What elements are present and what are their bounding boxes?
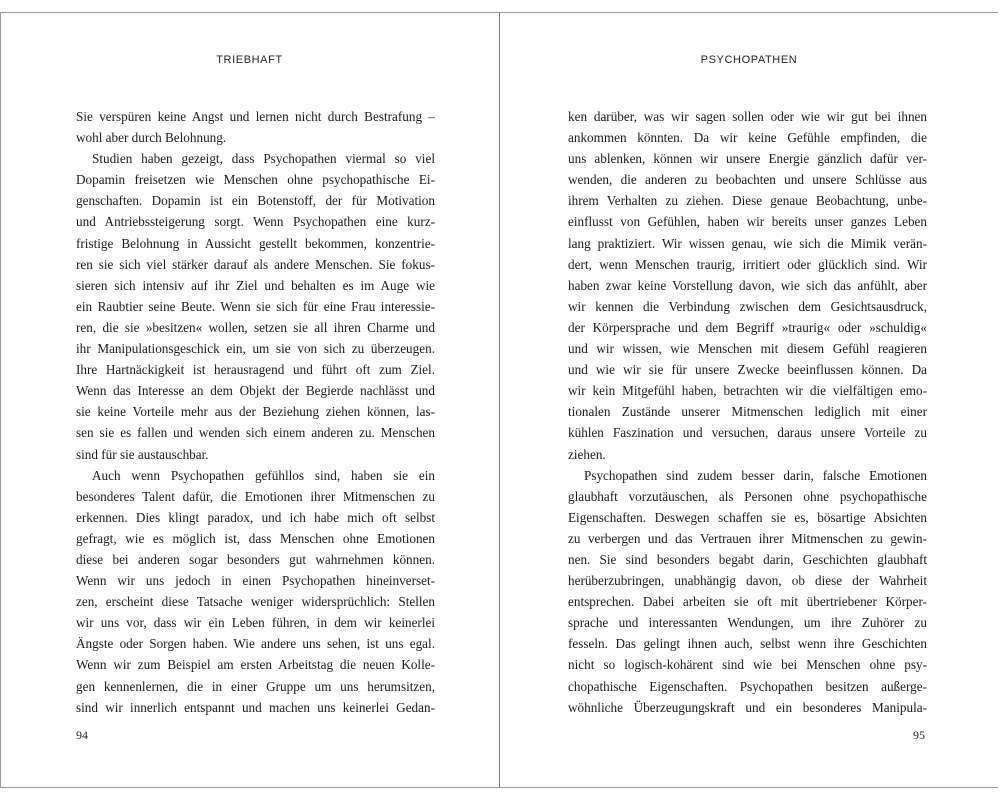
page-number-right: 95 — [913, 728, 925, 742]
text-line: und wir wissen, wie Menschen mit diesem Gefühl reagieren — [568, 341, 927, 357]
text-line: dert, wenn Menschen traurig, irritiert oder glücklich sind. Wir — [568, 256, 927, 272]
text-line: Ihre Hartnäckigkeit ist herausragend und führt oft zum Ziel. — [76, 362, 435, 378]
text-line: besonderes Talent dafür, die Emotionen ihrer Mitmenschen zu — [76, 488, 435, 504]
text-line: der Körpersprache und dem Begriff »traurig« oder »schuldig« — [568, 319, 927, 335]
text-line: Wenn wir uns jedoch in einen Psychopathen hineinverset- — [76, 573, 435, 589]
running-head-right: PSYCHOPATHEN — [700, 54, 798, 66]
text-line: ren sie sich viel stärker darauf als andere Menschen. Sie fokus- — [76, 256, 435, 272]
text-line: fristige Belohnung in Aussicht gestellt bekommen, konzentrie- — [76, 235, 435, 251]
text-line: gen kennenlernen, die in einer Gruppe um uns herumsitzen, — [76, 678, 435, 694]
text-line: entsprechen. Dabei arbeiten sie oft mit übertriebener Körper- — [568, 594, 927, 610]
text-line: wir uns vor, dass wir ein Leben führen, in dem wir keinerlei — [76, 615, 435, 631]
text-line: ren, die sie »besitzen« wollen, setzen sie all ihren Charme und — [76, 319, 435, 335]
text-line: nicht so logisch-kohärent sind wie bei Menschen ohne psy- — [568, 657, 927, 673]
text-line: wir kein Mitgefühl haben, betrachten wir die vielfältigen emo- — [568, 383, 927, 399]
text-line: tionalen Zustände unserer Mitmenschen lediglich mit einer — [568, 404, 927, 420]
text-line: und wie wir sie für unsere Zwecke beeinflussen können. Da — [568, 362, 927, 378]
text-line: einflusst von Gefühlen, haben wir bereits unser ganzes Leben — [568, 214, 927, 230]
text-line: gefragt, wie es möglich ist, dass Menschen ohne Emotionen — [76, 530, 435, 546]
text-line: ein Raubtier seine Beute. Wenn sie sich für eine Frau interessie- — [76, 298, 435, 314]
text-line: wir kennen die Verbindung zwischen dem Gesichtsausdruck, — [568, 298, 927, 314]
text-line: Eigenschaften. Deswegen schaffen sie es, bösartige Absichten — [568, 509, 927, 525]
text-line: wohl aber durch Belohnung. — [76, 130, 227, 146]
text-line: kühlen Faszination und versuchen, daraus unsere Vorteile zu — [568, 425, 927, 441]
text-line: chopathische Eigenschaften. Psychopathen besitzen außerge- — [568, 678, 927, 694]
text-line: sen sie es fallen und wenden sich einem anderen zu. Menschen — [76, 425, 435, 441]
text-line: und Antriebssteigerung sorgt. Wenn Psychopathen eine kurz- — [76, 214, 435, 230]
text-line: genschaften. Dopamin ist ein Botenstoff, der für Motivation — [76, 193, 435, 209]
text-line: sprache und interessanten Wendungen, um ihre Zuhörer zu — [568, 615, 927, 631]
text-line: zu verbergen und das Vertrauen ihrer Mitmenschen zu gewin- — [568, 530, 927, 546]
text-line: Ängste oder Sorgen haben. Wie andere uns sehen, ist uns egal. — [76, 636, 435, 652]
text-line: ihr Manipulationsgeschick ein, um sie von sich zu überzeugen. — [76, 341, 435, 357]
text-line: Psychopathen sind zudem besser darin, falsche Emotionen — [584, 467, 927, 483]
text-line: erkennen. Dies klingt paradox, und ich habe mich oft selbst — [76, 509, 435, 525]
text-line: Auch wenn Psychopathen gefühllos sind, haben sie ein — [92, 467, 435, 483]
text-line: sind wir innerlich entspannt und machen uns keinerlei Gedan- — [76, 699, 435, 715]
text-line: Studien haben gezeigt, dass Psychopathen viermal so viel — [92, 151, 435, 167]
text-line: sie keine Vorteile mehr aus der Beziehung ziehen können, las- — [76, 404, 435, 420]
text-line: zen, erscheint diese Tatsache weniger widersprüchlich: Stellen — [76, 594, 435, 610]
text-line: glaubhaft vorzutäuschen, als Personen ohne psychopathische — [568, 488, 927, 504]
text-line: lang praktiziert. Wir wissen genau, wie sich die Mimik verän- — [568, 235, 927, 251]
text-line: Wenn wir zum Beispiel am ersten Arbeitstag die neuen Kolle- — [76, 657, 435, 673]
text-line: Sie verspüren keine Angst und lernen nicht durch Bestrafung – — [76, 109, 435, 124]
text-line: ken darüber, was wir sagen sollen oder wie wir gut bei ihnen — [568, 109, 927, 124]
left-page — [0, 12, 499, 788]
right-page — [500, 12, 998, 788]
text-line: ihrem Verhalten zu ziehen. Diese genaue Beobachtung, unbe- — [568, 193, 927, 209]
page-number-left: 94 — [76, 728, 88, 742]
text-line: herüberzubringen, unabhängig davon, ob diese der Wahrheit — [568, 573, 927, 589]
text-line: fesseln. Das gelingt ihnen auch, selbst wenn ihre Geschichten — [568, 636, 927, 652]
left-body-text — [76, 106, 435, 718]
text-line: uns ablenken, können wir unsere Energie gänzlich dafür ver- — [568, 151, 927, 167]
text-line: wenden, die anderen zu beobachten und unsere Schlüsse aus — [568, 172, 927, 188]
text-line: sind für sie austauschbar. — [76, 446, 209, 462]
text-line: sieren sich intensiv auf ihr Ziel und behalten es im Auge wie — [76, 277, 435, 293]
text-line: Wenn das Interesse an dem Objekt der Begierde nachlässt und — [76, 383, 435, 399]
running-head-left: TRIEBHAFT — [216, 54, 283, 66]
text-line: ankommen könnten. Da wir keine Gefühle empfinden, die — [568, 130, 927, 146]
text-line: diese bei anderen sogar besonders gut wahrnehmen können. — [76, 551, 435, 567]
text-line: Dopamin freisetzen wie Menschen ohne psychopathische Ei- — [76, 172, 435, 188]
text-line: nen. Sie sind besonders begabt darin, Geschichten glaubhaft — [568, 551, 927, 567]
text-line: ziehen. — [568, 446, 606, 462]
right-body-text — [568, 106, 927, 718]
text-line: haben zwar keine Vorstellung davon, wie sich das anfühlt, aber — [568, 277, 927, 293]
text-line: wöhnliche Überzeugungskraft und ein besonderes Manipula- — [568, 699, 927, 715]
